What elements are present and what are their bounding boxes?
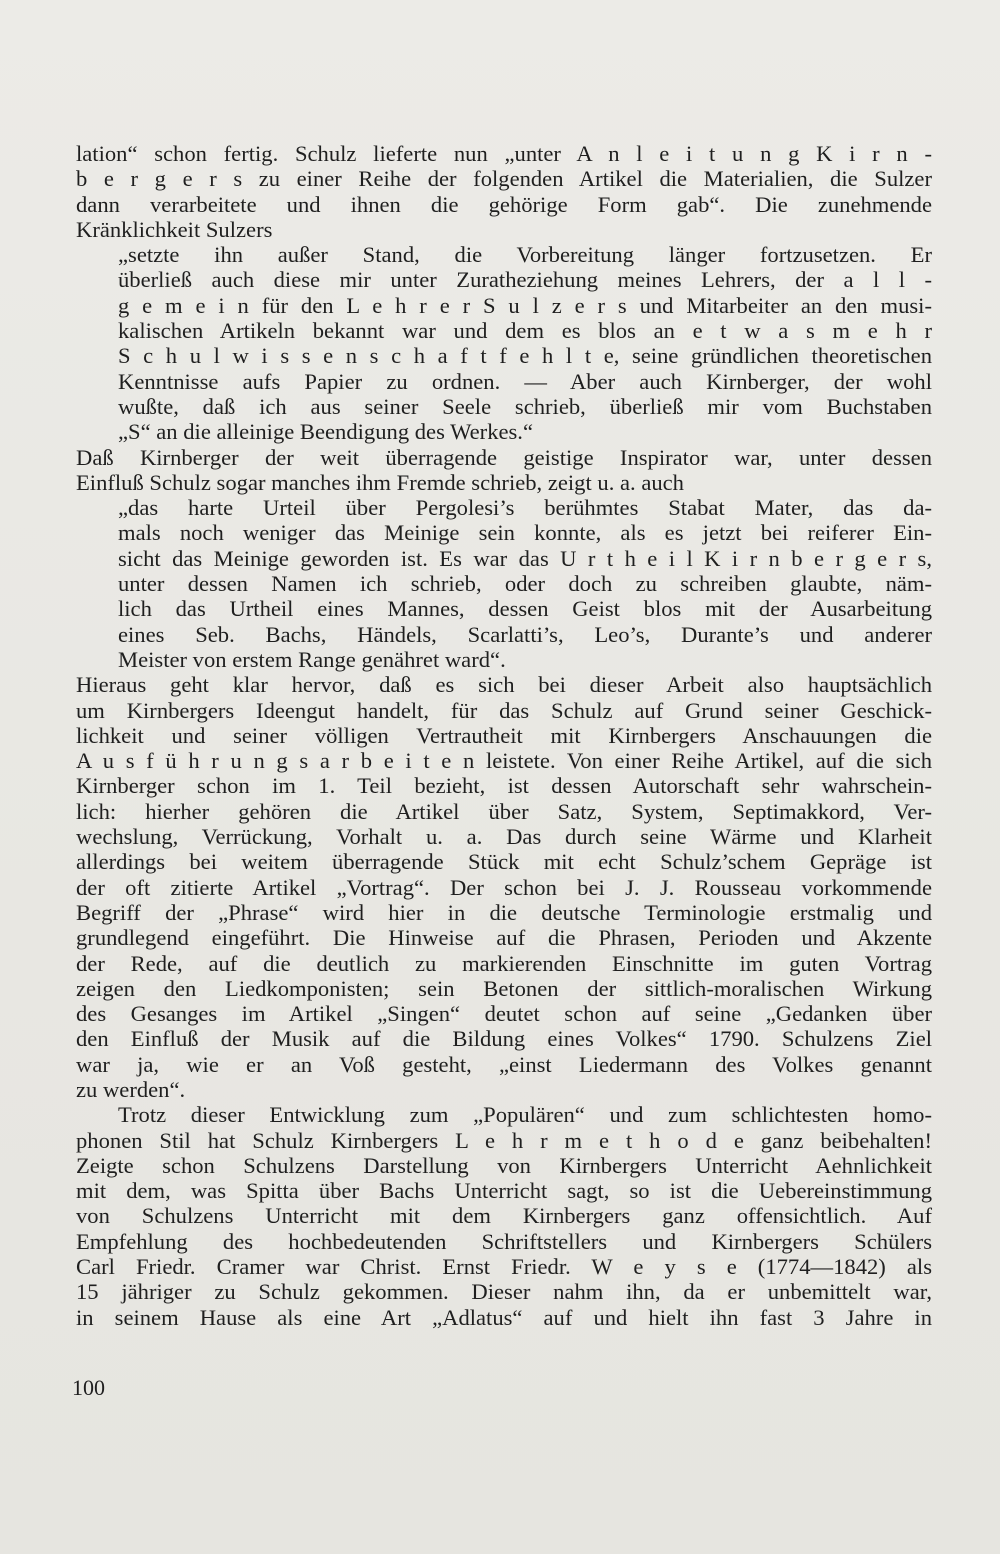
text-line: grundlegend eingeführt. Die Hinweise auf die Phrasen, Perioden und Akzente [76,925,932,951]
text-line: Begriff der „Phrase“ wird hier in die deutsche Terminologie erstmalig und [76,899,932,925]
text-line: lich: hierher gehören die Artikel über Satz, System, Septimakkord, Ver- [76,798,932,824]
text-line: kalischen Artikeln bekannt war und dem es blos an e t w a s m e h r [118,318,932,344]
text-line: Kirnberger schon im 1. Teil bezieht, ist dessen Autorschaft sehr wahrschein- [76,773,932,799]
text-line: g e m e i n für den L e h r e r S u l z e r s und Mitarbeiter an den musi- [118,292,932,318]
text-line: lich das Urtheil eines Mannes, dessen Geist blos mit der Ausarbeitung [118,596,932,622]
body-text [76,141,932,1330]
text-line: zu werden“. [76,1076,186,1102]
text-line: unter dessen Namen ich schrieb, oder doch zu schreiben glaubte, näm- [118,571,932,597]
text-line: Kenntnisse aufs Papier zu ordnen. — Aber auch Kirnberger, der wohl [118,368,932,394]
text-line: „setzte ihn außer Stand, die Vorbereitung länger fortzusetzen. Er [118,242,932,268]
text-line: lichkeit und seiner völligen Vertrautheit mit Kirnbergers Anschauungen die [76,722,932,748]
text-line: Daß Kirnberger der weit überragende geistige Inspirator war, unter dessen [76,444,932,470]
text-line: Kränklichkeit Sulzers [76,216,273,242]
text-line: den Einfluß der Musik auf die Bildung eines Volkes“ 1790. Schulzens Ziel [76,1026,932,1052]
text-line: „S“ an die alleinige Beendigung des Werkes.“ [118,419,533,445]
text-line: sicht das Meinige geworden ist. Es war das U r t h e i l K i r n b e r g e r s, [118,545,932,571]
text-line: wußte, daß ich aus seiner Seele schrieb, überließ mir vom Buchstaben [118,393,932,419]
text-line: mals noch weniger das Meinige sein konnte, als es jetzt bei reiferer Ein- [118,520,932,546]
text-line: Trotz dieser Entwicklung zum „Populären“ und zum schlichtesten homo- [118,1102,932,1128]
text-line: überließ auch diese mir unter Zuratheziehung meines Lehrers, der a l l - [118,267,932,293]
text-line: war ja, wie er an Voß gesteht, „einst Liedermann des Volkes genannt [76,1051,932,1077]
text-line: Zeigte schon Schulzens Darstellung von Kirnbergers Unterricht Aehnlichkeit [76,1152,932,1178]
text-line: zeigen den Liedkomponisten; sein Betonen der sittlich-moralischen Wirkung [76,975,932,1001]
text-line: Hieraus geht klar hervor, daß es sich bei dieser Arbeit also hauptsächlich [76,672,932,698]
text-line: Empfehlung des hochbedeutenden Schriftstellers und Kirnbergers Schülers [76,1228,932,1254]
text-line: der Rede, auf die deutlich zu markierenden Einschnitte im guten Vortrag [76,950,932,976]
text-line: Carl Friedr. Cramer war Christ. Ernst Friedr. W e y s e (1774—1842) als [76,1254,932,1280]
text-line: 15 jähriger zu Schulz gekommen. Dieser nahm ihn, da er unbemittelt war, [76,1279,932,1305]
text-line: in seinem Hause als eine Art „Adlatus“ auf und hielt ihn fast 3 Jahre in [76,1304,932,1330]
text-line: Meister von erstem Range genähret ward“. [118,646,506,672]
text-line: „das harte Urteil über Pergolesi’s berühmtes Stabat Mater, das da- [118,495,932,521]
text-line: dann verarbeitete und ihnen die gehörige Form gab“. Die zunehmende [76,191,932,217]
text-line: lation“ schon fertig. Schulz lieferte nun „unter A n l e i t u n g K i r n - [76,141,932,166]
text-line: wechslung, Verrückung, Vorhalt u. a. Das durch seine Wärme und Klarheit [76,824,932,850]
text-line: mit dem, was Spitta über Bachs Unterricht sagt, so ist die Uebereinstimmung [76,1178,932,1204]
text-line: von Schulzens Unterricht mit dem Kirnbergers ganz offensichtlich. Auf [76,1203,932,1229]
text-line: eines Seb. Bachs, Händels, Scarlatti’s, Leo’s, Durante’s und anderer [118,621,932,647]
page-number: 100 [72,1375,105,1400]
text-line: um Kirnbergers Ideengut handelt, für das Schulz auf Grund seiner Geschick- [76,697,932,723]
text-line: allerdings bei weitem überragende Stück mit echt Schulz’schem Gepräge ist [76,849,932,875]
text-line: S c h u l w i s s e n s c h a f t f e h l t e, seine gründlichen theoretischen [118,343,932,369]
text-line: A u s f ü h r u n g s a r b e i t e n leistete. Von einer Reihe Artikel, auf die sich [76,748,932,774]
text-line: der oft zitierte Artikel „Vortrag“. Der schon bei J. J. Rousseau vorkommende [76,874,932,900]
text-line: b e r g e r s zu einer Reihe der folgenden Artikel die Materialien, die Sulzer [76,166,932,192]
text-line: phonen Stil hat Schulz Kirnbergers L e h r m e t h o d e ganz beibehalten! [76,1127,932,1153]
text-line: des Gesanges im Artikel „Singen“ deutet schon auf seine „Gedanken über [76,1001,932,1027]
text-line: Einfluß Schulz sogar manches ihm Fremde schrieb, zeigt u. a. auch [76,469,684,495]
